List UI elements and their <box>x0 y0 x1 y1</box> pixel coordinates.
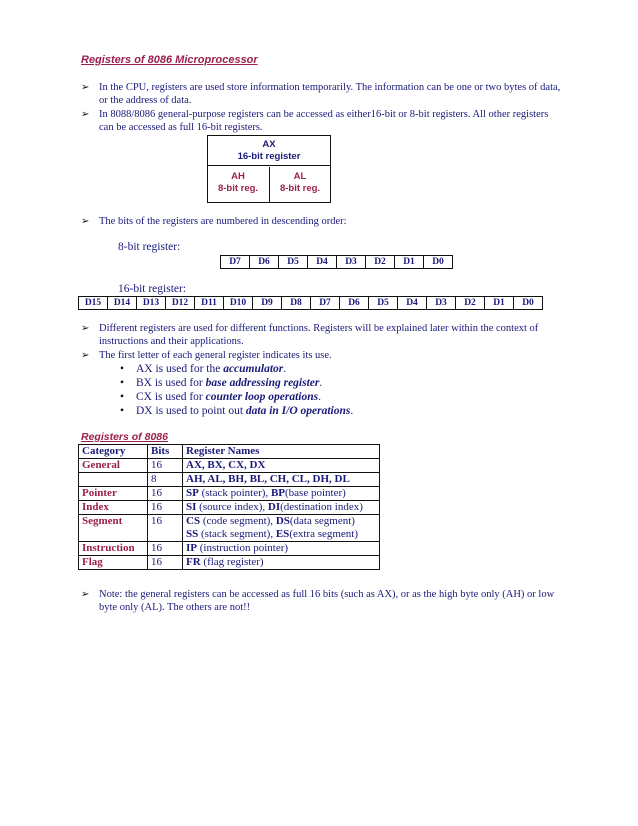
bit-cell: D8 <box>282 297 311 310</box>
category-cell <box>79 528 148 542</box>
bullet-dot-icon: • <box>120 391 125 403</box>
bit-cell: D12 <box>166 297 195 310</box>
bits-cell <box>148 528 183 542</box>
table-row <box>79 515 380 529</box>
bits-cell: 8 <box>148 473 183 487</box>
register-use-item: • DX is used to point out data in I/O operations. <box>120 405 354 417</box>
bullet-dot-icon: • <box>120 363 125 375</box>
bit-cell: D3 <box>427 297 456 310</box>
bits-cell: 16 <box>148 501 183 515</box>
bit-cell: D2 <box>366 256 395 269</box>
function-bullets <box>81 322 561 363</box>
bit-cell: D1 <box>485 297 514 310</box>
bits-cell: 16 <box>148 459 183 473</box>
register-use-item: • CX is used for counter loop operations. <box>120 391 321 403</box>
bit-cell: D0 <box>514 297 543 310</box>
register-names-cell: SP (stack pointer), BP(base pointer) <box>183 487 380 501</box>
table-row <box>79 556 380 570</box>
arrow-bullet-icon: ➢ <box>81 216 90 227</box>
category-cell: Flag <box>79 556 148 570</box>
ax-full-register: AX 16-bit register <box>208 136 330 166</box>
bullet-dot-icon: • <box>120 405 125 417</box>
table-row <box>79 528 380 542</box>
bit-cell: D1 <box>395 256 424 269</box>
bits16-label: 16-bit register: <box>118 283 187 295</box>
arrow-bullet-icon: ➢ <box>81 589 90 600</box>
numbering-bullet: ➢ The bits of the registers are numbered in descending order: <box>81 216 347 227</box>
intro-bullet: ➢ In 8088/8086 general-purpose registers can be accessed as either16-bit or 8-bit registers. All other registers can be accessed as full 16-bit registers. <box>81 109 549 133</box>
function-bullet: ➢ Different registers are used for different functions. Registers will be explained later within the context of instructions and their applications. <box>81 323 539 347</box>
numbering-bullet-list <box>81 215 561 229</box>
table-row <box>79 501 380 515</box>
category-cell: Instruction <box>79 542 148 556</box>
table-header-cell: Register Names <box>183 445 380 459</box>
table-row <box>79 459 380 473</box>
table-row <box>79 542 380 556</box>
register-names-cell: SS (stack segment), ES(extra segment) <box>183 528 380 542</box>
bit-cell: D6 <box>340 297 369 310</box>
ah-register: AH 8-bit reg. <box>217 171 259 194</box>
bit-cell: D6 <box>250 256 279 269</box>
register-use-emphasis: counter loop operations <box>205 391 319 403</box>
table-header-row <box>79 445 380 459</box>
register-use-item: • BX is used for base addressing register. <box>120 377 323 389</box>
bits8-table <box>220 255 453 269</box>
bits-cell: 16 <box>148 542 183 556</box>
bit-cell: D0 <box>424 256 453 269</box>
table-row <box>79 473 380 487</box>
bits-cell: 16 <box>148 487 183 501</box>
page-title: Registers of 8086 Microprocessor <box>81 54 258 66</box>
registers-table <box>78 444 380 570</box>
bit-cell: D15 <box>79 297 108 310</box>
category-cell: Index <box>79 501 148 515</box>
category-cell: General <box>79 459 148 473</box>
al-register: AL 8-bit reg. <box>279 171 321 194</box>
bit-cell: D2 <box>456 297 485 310</box>
bit-cell: D14 <box>108 297 137 310</box>
category-cell: Segment <box>79 515 148 529</box>
register-use-emphasis: base addressing register <box>205 377 320 389</box>
arrow-bullet-icon: ➢ <box>81 109 90 120</box>
bit-cell: D4 <box>398 297 427 310</box>
category-cell: Pointer <box>79 487 148 501</box>
register-names-cell: SI (source index), DI(destination index) <box>183 501 380 515</box>
bit-cell: D11 <box>195 297 224 310</box>
ax-register-diagram <box>207 135 331 203</box>
register-use-emphasis: accumulator <box>223 363 284 375</box>
bits-cell: 16 <box>148 515 183 529</box>
bullet-dot-icon: • <box>120 377 125 389</box>
bit-cell: D7 <box>221 256 250 269</box>
note-bullet-list <box>81 588 561 615</box>
bit-cell: D3 <box>337 256 366 269</box>
register-names-cell: IP (instruction pointer) <box>183 542 380 556</box>
table-header-cell: Category <box>79 445 148 459</box>
bit-cell: D5 <box>279 256 308 269</box>
intro-bullets <box>81 81 561 135</box>
arrow-bullet-icon: ➢ <box>81 350 90 361</box>
register-names-cell: CS (code segment), DS(data segment) <box>186 515 355 527</box>
bit-cell: D5 <box>369 297 398 310</box>
arrow-bullet-icon: ➢ <box>81 82 90 93</box>
table-header-cell: Bits <box>148 445 183 459</box>
bit-cell: D4 <box>308 256 337 269</box>
register-uses-list <box>117 362 517 418</box>
bit-cell: D7 <box>311 297 340 310</box>
bits8-label: 8-bit register: <box>118 241 181 253</box>
register-use-item: • AX is used for the accumulator. <box>120 363 287 375</box>
register-use-emphasis: data in I/O operations <box>245 405 351 417</box>
category-cell <box>79 473 148 487</box>
bits16-table <box>78 296 543 310</box>
arrow-bullet-icon: ➢ <box>81 323 90 334</box>
register-names-cell: AH, AL, BH, BL, CH, CL, DH, DL <box>183 473 380 487</box>
function-bullet: ➢ The first letter of each general register indicates its use. <box>81 350 332 361</box>
bit-cell: D10 <box>224 297 253 310</box>
register-names-cell: AX, BX, CX, DX <box>183 459 380 473</box>
table-title: Registers of 8086 <box>81 431 168 443</box>
register-names-cell: FR (flag register) <box>183 556 380 570</box>
intro-bullet: ➢ In the CPU, registers are used store information temporarily. The information can be one or two bytes of data, or the address of data. <box>81 82 561 106</box>
bits-cell: 16 <box>148 556 183 570</box>
bit-cell: D13 <box>137 297 166 310</box>
bit-cell: D9 <box>253 297 282 310</box>
note-bullet: ➢ Note: the general registers can be accessed as full 16 bits (such as AX), or as the high byte only (AH) or low byte only (AL). The others are not!! <box>81 589 555 613</box>
table-row <box>79 487 380 501</box>
